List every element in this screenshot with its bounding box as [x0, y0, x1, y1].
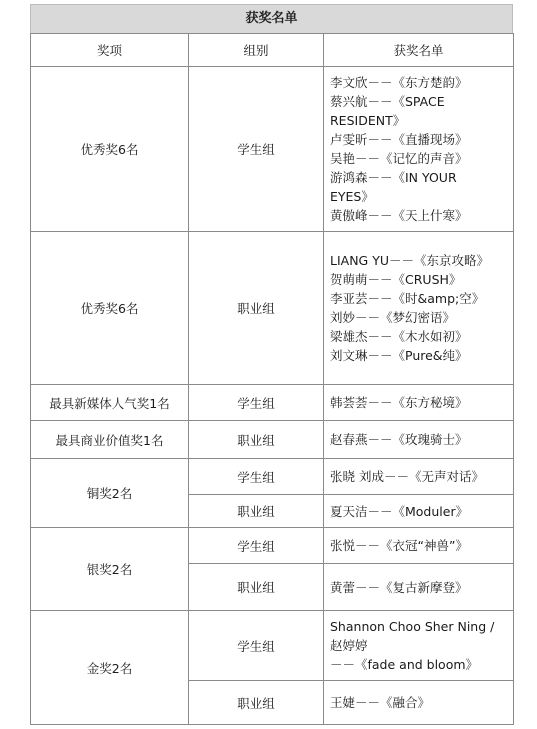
winners-cell: [324, 681, 514, 725]
winners-cell: [324, 421, 514, 459]
group-cell: 职业组: [189, 564, 324, 611]
group-cell: 学生组: [189, 459, 324, 495]
group-cell: 职业组: [189, 232, 324, 385]
group-cell: 学生组: [189, 611, 324, 681]
group-cell: 学生组: [189, 528, 324, 564]
winner-line: 夏天洁－－《Moduler》: [330, 503, 469, 519]
table-row: [31, 611, 514, 681]
winners-cell: [324, 611, 514, 681]
winners-cell: [324, 495, 514, 528]
header-award: 奖项: [31, 34, 189, 67]
winner-line: 吴艳－－《记忆的声音》: [330, 151, 468, 166]
winners-cell: [324, 67, 514, 232]
winner-line: EYES》: [330, 189, 374, 204]
award-cell: 最具商业价值奖1名: [31, 421, 189, 459]
group-cell: 学生组: [189, 67, 324, 232]
winner-line: 刘文琳－－《Pure&纯》: [330, 348, 468, 363]
winner-line: LIANG YU－－《东京攻略》: [330, 253, 489, 268]
group-cell: 职业组: [189, 495, 324, 528]
winners-cell: [324, 232, 514, 385]
award-cell: 银奖2名: [31, 528, 189, 611]
award-cell: 最具新媒体人气奖1名: [31, 385, 189, 421]
winner-line: 梁雄杰－－《木水如初》: [330, 329, 468, 344]
winner-line: 游鸿森－－《IN YOUR: [330, 170, 457, 185]
table-row: [31, 232, 514, 385]
header-row: [31, 34, 514, 67]
winner-line: 卢雯昕－－《直播现场》: [330, 132, 468, 147]
winner-line: 黄蕾－－《复古新摩登》: [330, 579, 468, 595]
winner-line: 刘妙－－《梦幻密语》: [330, 310, 456, 325]
winner-line: 张悦－－《衣冠“神兽”》: [330, 538, 468, 553]
winners-cell: [324, 564, 514, 611]
group-cell: 学生组: [189, 385, 324, 421]
table-row: [31, 67, 514, 232]
table-row: [31, 528, 514, 564]
awards-document: [30, 4, 513, 725]
winners-cell: [324, 459, 514, 495]
award-cell: 优秀奖6名: [31, 232, 189, 385]
table-title: 获奖名单: [30, 4, 513, 33]
winners-cell: [324, 385, 514, 421]
winner-line: RESIDENT》: [330, 113, 406, 128]
winner-line: 贺萌萌－－《CRUSH》: [330, 272, 462, 287]
award-cell: 金奖2名: [31, 611, 189, 725]
winner-line: 王婕－－《融合》: [330, 695, 431, 710]
table-row: [31, 421, 514, 459]
winner-line: Shannon Choo Sher Ning /: [330, 619, 495, 634]
winner-line: 李文欣－－《东方楚韵》: [330, 75, 468, 90]
group-cell: 职业组: [189, 681, 324, 725]
winner-line: －－《fade and bloom》: [330, 657, 479, 672]
winner-line: 韩荟荟－－《东方秘境》: [330, 395, 468, 410]
award-cell: 优秀奖6名: [31, 67, 189, 232]
header-group: 组别: [189, 34, 324, 67]
winner-line: 李亚芸－－《时&amp;空》: [330, 291, 485, 306]
table-row: [31, 459, 514, 495]
awards-table: [30, 33, 514, 725]
winner-line: 蔡兴航－－《SPACE: [330, 94, 445, 109]
header-winners: 获奖名单: [324, 34, 514, 67]
winner-line: 张晓 刘成－－《无声对话》: [330, 469, 484, 484]
award-cell: 铜奖2名: [31, 459, 189, 528]
group-cell: 职业组: [189, 421, 324, 459]
winner-line: 赵春燕－－《玫瑰骑士》: [330, 432, 468, 447]
winner-line: 赵婷婷: [330, 638, 368, 653]
winners-cell: [324, 528, 514, 564]
winner-line: 黄傲峰－－《天上什寒》: [330, 208, 468, 223]
table-row: [31, 385, 514, 421]
